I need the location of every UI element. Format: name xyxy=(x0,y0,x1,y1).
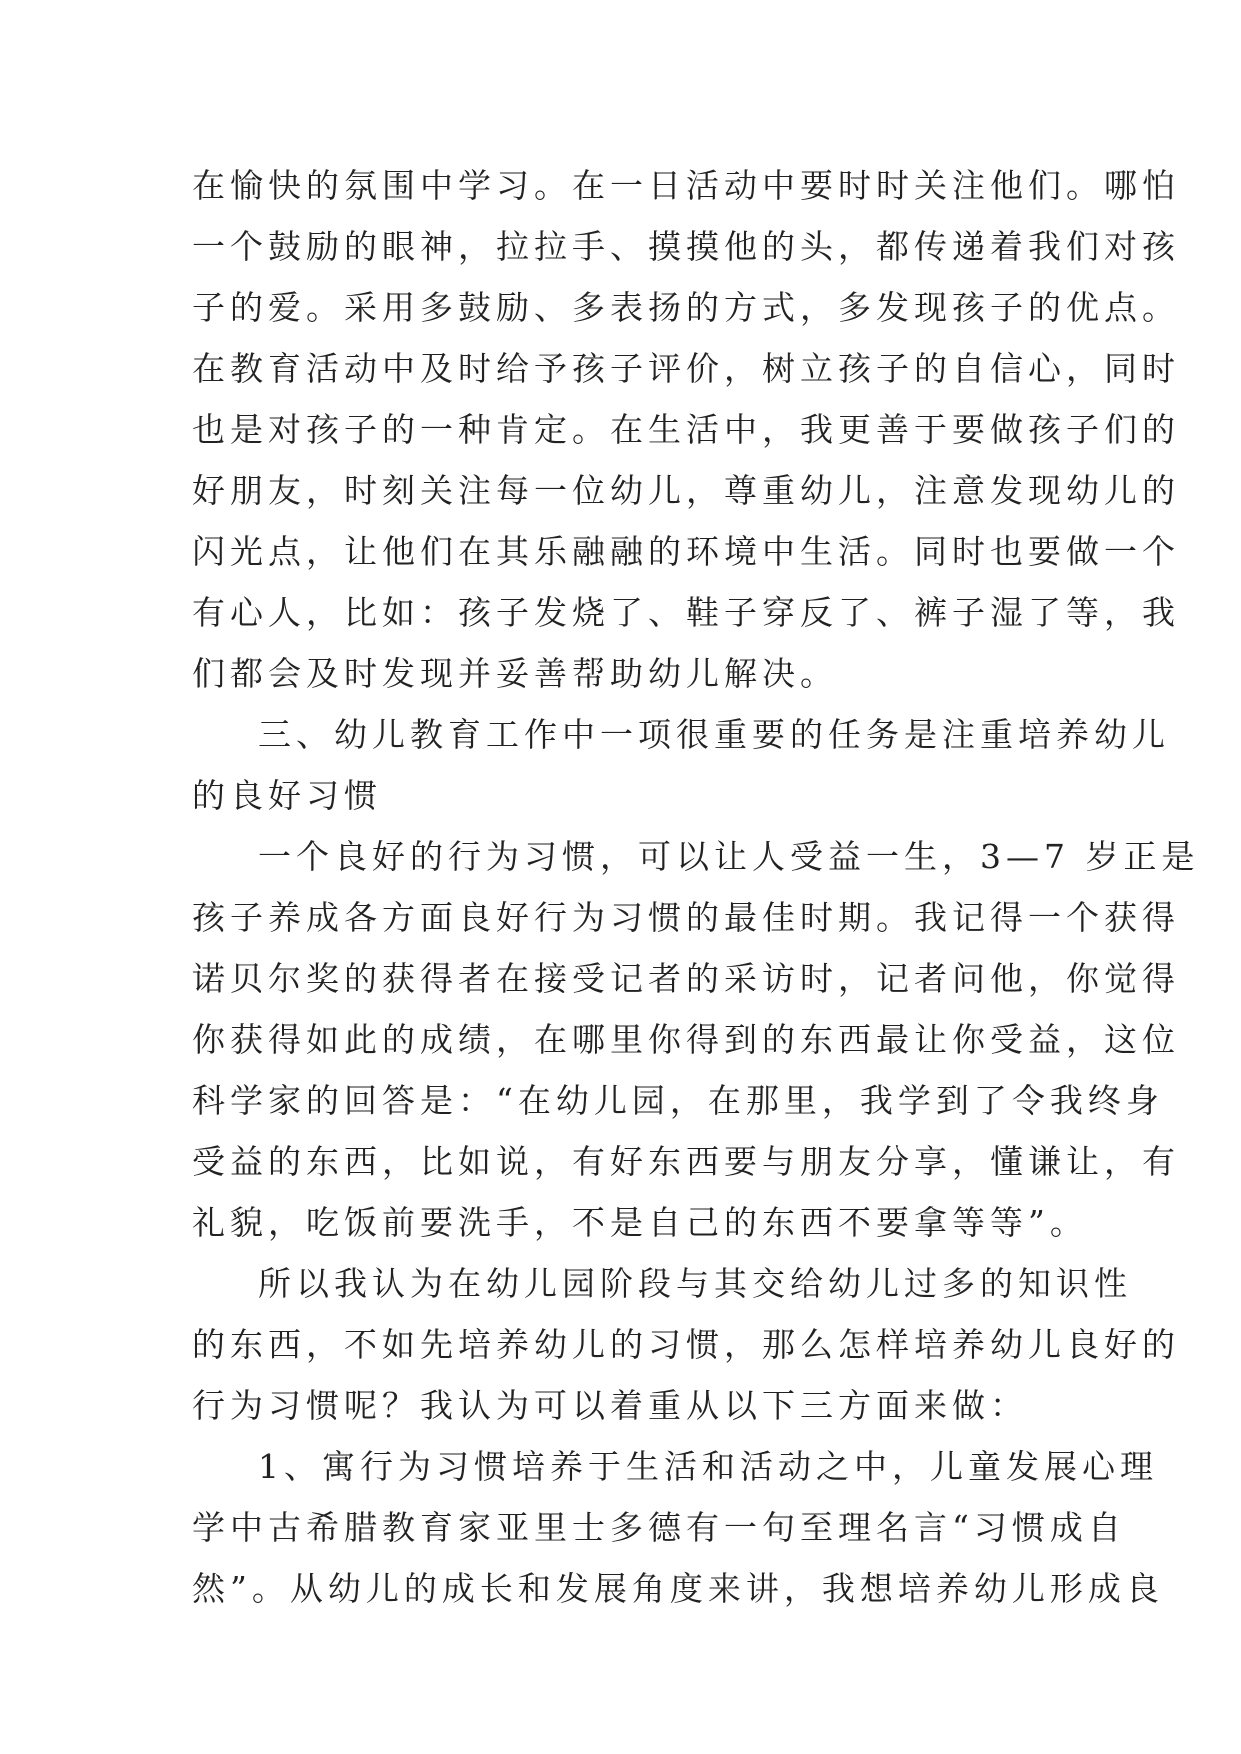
section-heading-line: 的良好习惯 xyxy=(192,776,382,815)
text-line: 闪光点，让他们在其乐融融的环境中生活。同时也要做一个 xyxy=(192,532,1180,571)
body-text xyxy=(192,155,1200,1619)
text-line: 所以我认为在幼儿园阶段与其交给幼儿过多的知识性 xyxy=(258,1264,1132,1303)
text-line: 好朋友，时刻关注每一位幼儿，尊重幼儿，注意发现幼儿的 xyxy=(192,471,1180,510)
text-line: 也是对孩子的一种肯定。在生活中，我更善于要做孩子们的 xyxy=(192,410,1180,449)
text-line: 你获得如此的成绩，在哪里你得到的东西最让你受益，这位 xyxy=(192,1020,1180,1059)
text-line: 科学家的回答是：“在幼儿园，在那里，我学到了令我终身 xyxy=(192,1081,1164,1120)
text-line: 们都会及时发现并妥善帮助幼儿解决。 xyxy=(192,654,838,693)
list-item-line: 1、寓行为习惯培养于生活和活动之中，儿童发展心理 xyxy=(258,1447,1158,1486)
text-line: 在愉快的氛围中学习。在一日活动中要时时关注他们。哪怕 xyxy=(192,166,1180,205)
text-line: 受益的东西，比如说，有好东西要与朋友分享，懂谦让，有 xyxy=(192,1142,1180,1181)
text-line: 一个良好的行为习惯，可以让人受益一生，3—7 岁正是 xyxy=(258,837,1200,876)
text-line: 行为习惯呢？我认为可以着重从以下三方面来做： xyxy=(192,1386,1028,1425)
text-line: 诺贝尔奖的获得者在接受记者的采访时，记者问他，你觉得 xyxy=(192,959,1180,998)
text-line: 在教育活动中及时给予孩子评价，树立孩子的自信心，同时 xyxy=(192,349,1180,388)
list-item-line: 然”。从幼儿的成长和发展角度来讲，我想培养幼儿形成良 xyxy=(192,1569,1164,1608)
text-line: 礼貌，吃饭前要洗手，不是自己的东西不要拿等等”。 xyxy=(192,1203,1088,1242)
section-heading-line: 三、幼儿教育工作中一项很重要的任务是注重培养幼儿 xyxy=(258,715,1170,754)
list-item-line: 学中古希腊教育家亚里士多德有一句至理名言“习惯成自 xyxy=(192,1508,1126,1547)
text-line: 孩子养成各方面良好行为习惯的最佳时期。我记得一个获得 xyxy=(192,898,1180,937)
text-line: 一个鼓励的眼神，拉拉手、摸摸他的头，都传递着我们对孩 xyxy=(192,227,1180,266)
text-line: 的东西，不如先培养幼儿的习惯，那么怎样培养幼儿良好的 xyxy=(192,1325,1180,1364)
text-line: 有心人，比如：孩子发烧了、鞋子穿反了、裤子湿了等，我 xyxy=(192,593,1180,632)
text-line: 子的爱。采用多鼓励、多表扬的方式，多发现孩子的优点。 xyxy=(192,288,1180,327)
